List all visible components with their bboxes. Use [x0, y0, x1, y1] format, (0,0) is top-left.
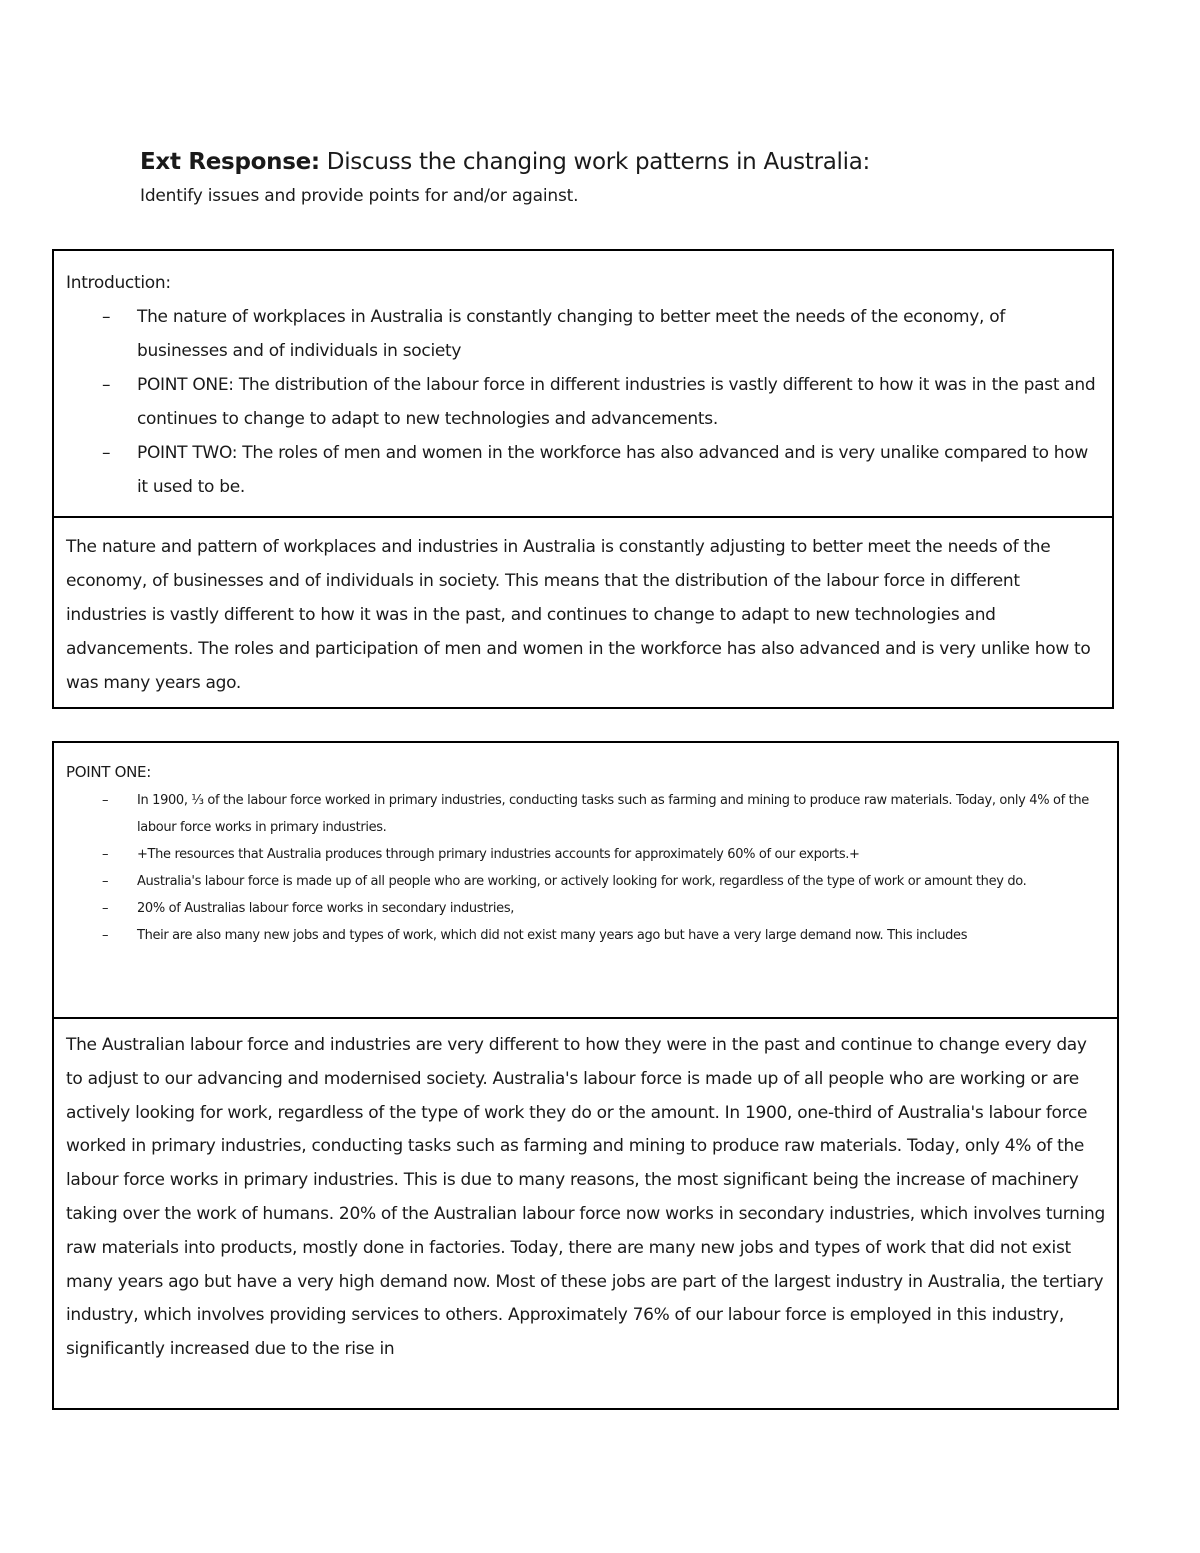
title-prefix: Ext Response:: [140, 149, 320, 175]
point-one-paragraph-cell: [54, 1017, 1117, 1408]
bullet-dash: –: [102, 847, 109, 862]
title-text: Discuss the changing work patterns in Australia:: [319, 149, 870, 175]
bullet-dash: –: [102, 793, 109, 808]
page-title: [140, 146, 1100, 178]
introduction-table: [52, 249, 1114, 709]
introduction-points: [66, 300, 1100, 504]
point-one-paragraph: The Australian labour force and industries are very different to how they were in the past and continue to change every day to adjust to our advancing and modernised society. Australia's labour force is made up of all people who are working or are actively looking for work, regardless of the type of work they do or the amount. In 1900, one-third of Australia's labour force worked in primary industries, conducting tasks such as farming and mining to produce raw materials. Today, only 4% of the labour force works in primary industries. This is due to many reasons, the most significant being the increase of machinery taking over the work of humans. 20% of the Australian labour force now works in secondary industries, which involves turning raw materials into products, mostly done in factories. Today, there are many new jobs and types of work that did not exist many years ago but have a very high demand now. Most of these jobs are part of the largest industry in Australia, the tertiary industry, which involves providing services to others. Approximately 76% of our labour force is employed in this industry, significantly increased due to the rise in: [66, 1035, 1105, 1360]
list-item: [66, 868, 1105, 895]
list-item-text: POINT TWO: The roles of men and women in the workforce has also advanced and is very unalike compared to how it used to be.: [137, 443, 1088, 497]
list-item-text: Australia's labour force is made up of all people who are working, or actively looking for work, regardless of the type of work or amount they do.: [137, 874, 1027, 889]
introduction-paragraph: The nature and pattern of workplaces and industries in Australia is constantly adjusting to better meet the needs of the economy, of businesses and of individuals in society. This means that the distribution of the labour force in different industries is vastly different to how it was in the past, and continues to change to adapt to new technologies and advancements. The roles and participation of men and women in the workforce has also advanced and is very unlike how to was many years ago.: [66, 537, 1091, 693]
point-one-points: [66, 787, 1105, 949]
point-one-plan-cell: [54, 743, 1117, 1017]
bullet-dash: –: [102, 874, 109, 889]
bullet-dash: –: [102, 375, 111, 395]
introduction-plan-cell: [54, 251, 1112, 516]
list-item-text: 20% of Australias labour force works in secondary industries,: [137, 901, 515, 916]
list-item: [66, 841, 1105, 868]
list-item: [66, 368, 1100, 436]
point-one-table: [52, 741, 1119, 1410]
introduction-label: Introduction:: [66, 273, 171, 293]
list-item: [66, 922, 1105, 949]
bullet-dash: –: [102, 443, 111, 463]
list-item-text: +The resources that Australia produces through primary industries accounts for approximately 60% of our exports.+: [137, 847, 860, 862]
introduction-paragraph-cell: [54, 516, 1112, 707]
point-one-label: POINT ONE:: [66, 763, 151, 781]
list-item: [66, 895, 1105, 922]
list-item-text: Their are also many new jobs and types of work, which did not exist many years ago but have a very large demand now. This includes: [137, 928, 968, 943]
bullet-dash: –: [102, 307, 111, 327]
bullet-dash: –: [102, 901, 109, 916]
list-item-text: The nature of workplaces in Australia is constantly changing to better meet the needs of the economy, of businesses and of individuals in society: [137, 307, 1006, 361]
bullet-dash: –: [102, 928, 109, 943]
list-item: [66, 787, 1105, 841]
list-item-text: POINT ONE: The distribution of the labour force in different industries is vastly different to how it was in the past and continues to change to adapt to new technologies and advancements.: [137, 375, 1096, 429]
list-item: [66, 436, 1100, 504]
document-header: [140, 146, 1100, 210]
list-item: [66, 300, 1100, 368]
page-subtitle: Identify issues and provide points for and/or against.: [140, 186, 579, 206]
list-item-text: In 1900, ⅓ of the labour force worked in primary industries, conducting tasks such as farming and mining to produce raw materials. Today, only 4% of the labour force works in primary industries.: [137, 793, 1089, 835]
